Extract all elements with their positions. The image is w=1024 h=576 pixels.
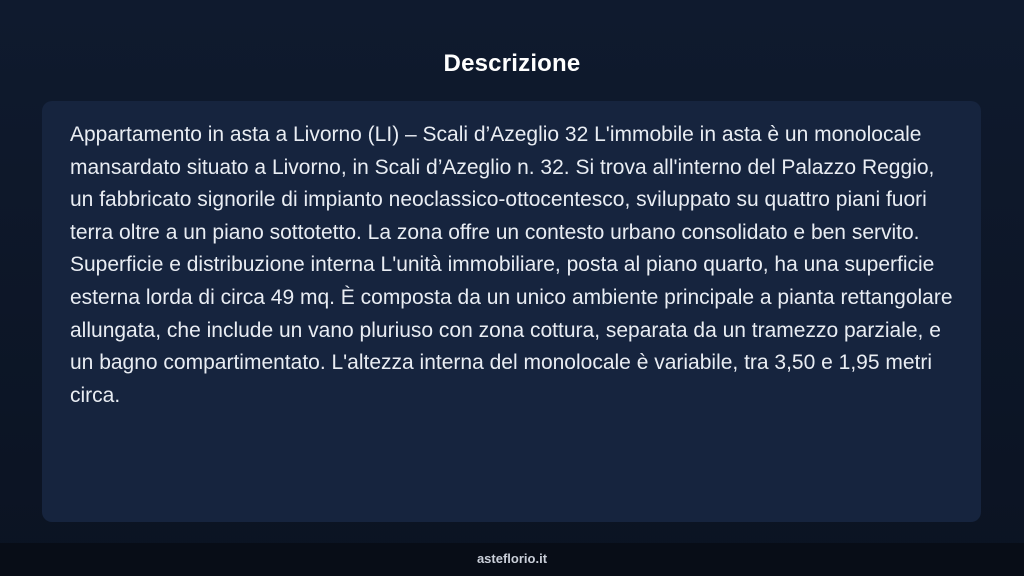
footer-site-label: asteflorio.it [476,551,548,566]
description-text: Appartamento in asta a Livorno (LI) – Scali d’Azeglio 32 L'immobile in asta è un monolocale mansardato situato a Livorno, in Scali d’Azeglio n. 32. Si trova all'interno del Palazzo Reggio, un fabbricato signorile di impianto neoclassico-ottocentesco, sviluppato su quattro piani fuori terra oltre a un piano sottotetto. La zona offre un contesto urbano consolidato e ben servito. Superficie e distribuzione interna L'unità immobiliare, posta al piano quarto, ha una superficie esterna lorda di circa 49 mq. È composta da un unico ambiente principale a pianta rettangolare allungata, che include un vano pluriuso con zona cottura, separata da un tramezzo parziale, e un bagno compartimentato. L'altezza interna del monolocale è variabile, tra 3,50 e 1,95 metri circa. [70,123,953,407]
page-title: Descrizione [443,50,581,77]
description-card [42,101,981,522]
